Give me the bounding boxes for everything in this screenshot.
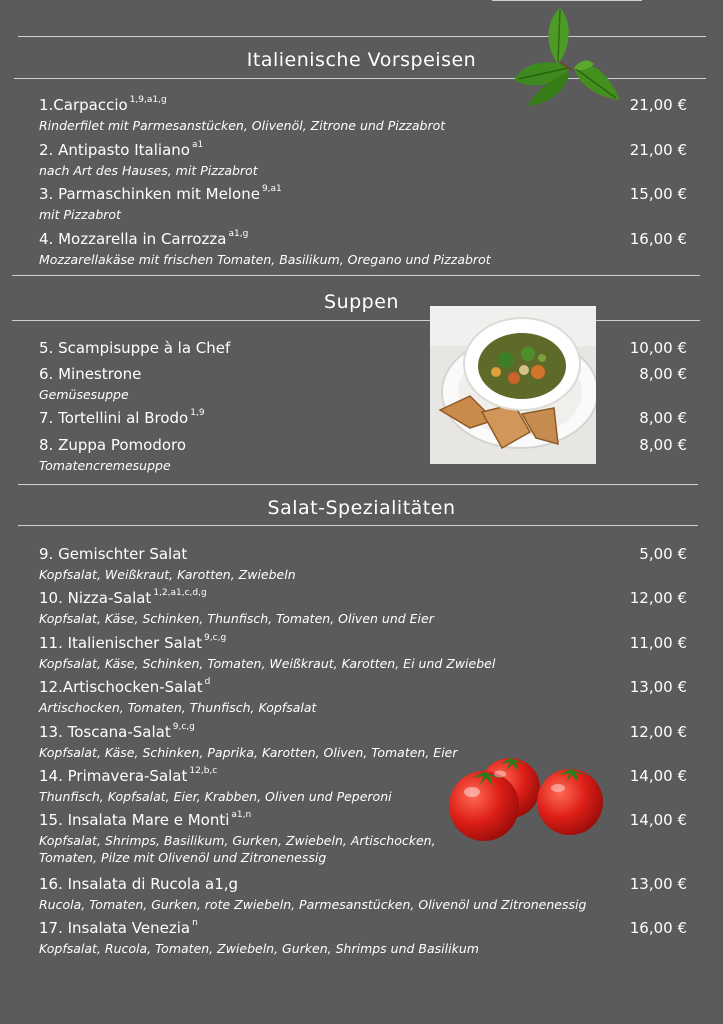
- item-price: 13,00 €: [629, 875, 687, 893]
- item-name: 17. Insalata Venezia $^n$: [39, 918, 198, 937]
- item-name: 11. Italienischer Salat $^{9,c,g}$: [39, 633, 227, 652]
- basil-leaves-image: [508, 2, 628, 110]
- top-rule: [492, 0, 642, 1]
- item-name: 2. Antipasto Italiano $^{a1}$: [39, 140, 204, 159]
- rule: [12, 275, 700, 276]
- section-title-vorspeisen: Italienische Vorspeisen: [246, 49, 477, 71]
- item-price: 21,00 €: [629, 141, 687, 159]
- item-price: 13,00 €: [629, 678, 687, 696]
- item-name: 9. Gemischter Salat: [39, 545, 188, 563]
- item-description: Rinderfilet mit Parmesanstücken, Olivenöl, Zitrone und Pizzabrot: [39, 118, 446, 133]
- item-name: 4. Mozzarella in Carrozza $^{a1,g}$: [39, 229, 249, 248]
- item-name: 1.Carpaccio $^{1,9,a1,g}$: [39, 95, 167, 114]
- item-price: 12,00 €: [629, 723, 687, 741]
- item-price: 8,00 €: [639, 365, 687, 383]
- item-description: Kopfsalat, Käse, Schinken, Thunfisch, Tomaten, Oliven und Eier: [39, 611, 434, 626]
- item-price: 14,00 €: [629, 767, 687, 785]
- menu-item: [39, 875, 687, 913]
- item-description: mit Pizzabrot: [39, 207, 121, 222]
- item-price: 15,00 €: [629, 185, 687, 203]
- item-description: Kopfsalat, Käse, Schinken, Tomaten, Weißkraut, Karotten, Ei und Zwiebel: [39, 656, 496, 671]
- menu-item: [39, 230, 687, 268]
- item-name: 6. Minestrone: [39, 365, 142, 383]
- item-description: Artischocken, Tomaten, Thunfisch, Kopfsalat: [39, 700, 317, 715]
- menu-item: [39, 339, 687, 357]
- item-price: 5,00 €: [639, 545, 687, 563]
- item-description: Kopfsalat, Weißkraut, Karotten, Zwiebeln: [39, 567, 296, 582]
- item-name: 5. Scampisuppe à la Chef: [39, 339, 231, 357]
- item-price: 11,00 €: [629, 634, 687, 652]
- menu-item: [39, 919, 687, 957]
- item-price: 14,00 €: [629, 811, 687, 829]
- item-description: Kopfsalat, Shrimps, Basilikum, Gurken, Zwiebeln, Artischocken,: [39, 833, 436, 848]
- item-description: Gemüsesuppe: [39, 387, 129, 402]
- item-name: 8. Zuppa Pomodoro: [39, 436, 187, 454]
- item-description: nach Art des Hauses, mit Pizzabrot: [39, 163, 258, 178]
- item-price: 8,00 €: [639, 409, 687, 427]
- menu-item: [39, 409, 687, 427]
- rule: [18, 484, 698, 485]
- item-price: 16,00 €: [629, 230, 687, 248]
- item-name: 16. Insalata di Rucola a1,g: [39, 875, 239, 893]
- item-name: 7. Tortellini al Brodo $^{1,9}$: [39, 408, 205, 427]
- item-price: 12,00 €: [629, 589, 687, 607]
- item-name: 13. Toscana-Salat $^{9,c,g}$: [39, 722, 195, 741]
- item-description: Rucola, Tomaten, Gurken, rote Zwiebeln, Parmesanstücken, Olivenöl und Zitronenessig: [39, 897, 587, 912]
- menu-item: [39, 678, 687, 716]
- rule: [12, 320, 700, 321]
- item-description: Tomatencremesuppe: [39, 458, 171, 473]
- tomatoes-image: [446, 748, 608, 842]
- section-title-suppen: Suppen: [324, 291, 399, 313]
- section-title-salate: Salat-Spezialitäten: [267, 497, 456, 519]
- menu-item: [39, 96, 687, 134]
- menu-item: [39, 436, 687, 474]
- item-description: Thunfisch, Kopfsalat, Eier, Krabben, Oliven und Peperoni: [39, 789, 392, 804]
- item-name: 14. Primavera-Salat $^{12,b,c}$: [39, 766, 218, 785]
- item-name: 10. Nizza-Salat $^{1,2,a1,c,d,g}$: [39, 588, 207, 607]
- item-price: 8,00 €: [639, 436, 687, 454]
- menu-item: [39, 365, 687, 403]
- item-description: Kopfsalat, Rucola, Tomaten, Zwiebeln, Gurken, Shrimps und Basilikum: [39, 941, 479, 956]
- menu-item: [39, 141, 687, 179]
- menu-item: [39, 589, 687, 627]
- item-name: 12.Artischocken-Salat $^d$: [39, 677, 211, 696]
- item-description-continued: Tomaten, Pilze mit Olivenöl und Zitronenessig: [39, 850, 327, 865]
- item-price: 16,00 €: [629, 919, 687, 937]
- menu-item: [39, 185, 687, 223]
- item-price: 10,00 €: [629, 339, 687, 357]
- rule: [18, 525, 698, 526]
- item-name: 15. Insalata Mare e Monti $^{a1,n}$: [39, 810, 252, 829]
- item-description: Kopfsalat, Käse, Schinken, Paprika, Karotten, Oliven, Tomaten, Eier: [39, 745, 458, 760]
- item-name: 3. Parmaschinken mit Melone $^{9,a1}$: [39, 184, 282, 203]
- menu-item: [39, 634, 687, 672]
- item-description: Mozzarellakäse mit frischen Tomaten, Basilikum, Oregano und Pizzabrot: [39, 252, 491, 267]
- item-price: 21,00 €: [629, 96, 687, 114]
- menu-item: [39, 545, 687, 583]
